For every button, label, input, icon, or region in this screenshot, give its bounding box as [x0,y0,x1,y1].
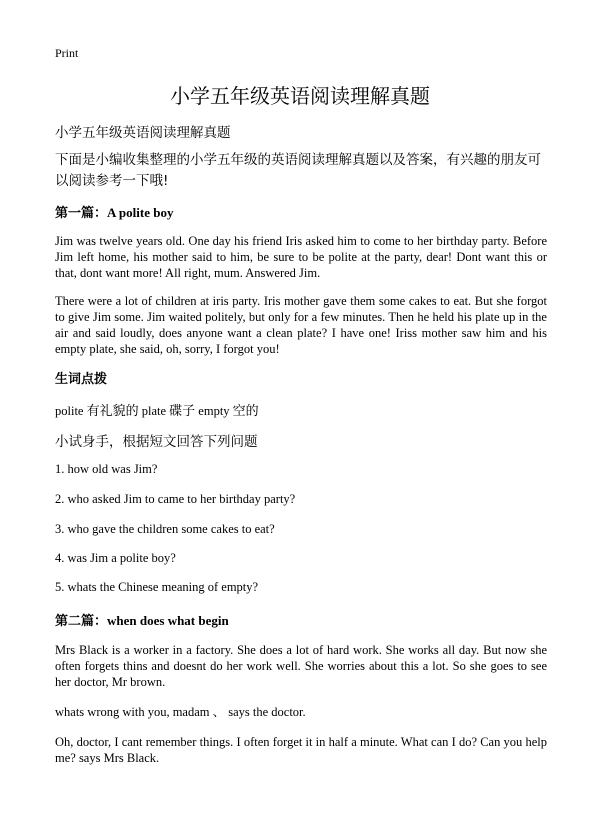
vocab-word-1: polite [55,404,84,418]
section1-paragraph-1: Jim was twelve years old. One day his friend Iris asked him to come to her birthday party. Before Jim left home, his mother said to him, be sure to be polite at the party, dear! Dont want this or that, dont want more! All right, mum. Answered Jim. [55,234,547,280]
vocab-heading: 生词点拨 [55,372,108,387]
section2-paragraph-1: Mrs Black is a worker in a factory. She does a lot of hard work. She works all day. But now she often forgets thins and doesnt do her work well. She worries about this a lot. So she goes to see her doctor, Mr brown. [55,643,547,689]
section1-heading-en: A polite boy [107,205,174,220]
section2-heading-en: when does what begin [107,613,229,628]
vocab-line [55,400,259,419]
vocab-meaning-2: 碟子 [169,404,196,419]
vocab-word-3: empty [198,404,230,418]
section2-paragraph-3: Oh, doctor, I cant remember things. I often forget it in half a minute. What can I do? Can you help me? says Mrs Black. [55,735,547,765]
question-4: 4. was Jim a polite boy? [55,551,176,565]
vocab-word-2: plate [141,404,167,418]
section2-heading-cn: 第二篇： [55,614,108,629]
section2-paragraph-2: whats wrong with you, madam 、 says the doctor. [55,705,306,719]
question-3: 3. who gave the children some cakes to eat? [55,522,275,536]
task-instruction: 小试身手，根据短文回答下列问题 [55,434,258,450]
document-subtitle: 小学五年级英语阅读理解真题 [55,125,231,141]
vocab-meaning-3: 空的 [232,404,259,419]
print-label[interactable]: Print [55,46,79,60]
vocab-meaning-1: 有礼貌的 [86,404,139,419]
question-2: 2. who asked Jim to came to her birthday party? [55,492,296,506]
section1-heading-cn: 第一篇： [55,206,108,221]
page-title: 小学五年级英语阅读理解真题 [170,84,430,108]
intro-paragraph: 下面是小编收集整理的小学五年级的英语阅读理解真题以及答案，有兴趣的朋友可以阅读参考一下哦! [55,152,541,189]
section1-heading [55,202,173,221]
section2-heading [55,610,229,629]
question-5: 5. whats the Chinese meaning of empty? [55,580,259,594]
question-1: 1. how old was Jim? [55,462,158,476]
section1-paragraph-2: There were a lot of children at iris party. Iris mother gave them some cakes to eat. But she forgot to give Jim some. Jim waited politely, but only for a few minutes. Then he held his plate up in the air and said loudly, does anyone want a clean plate? I have one! Iriss mother saw him and his empty plate, she said, oh, sorry, I forgot you! [55,294,547,356]
